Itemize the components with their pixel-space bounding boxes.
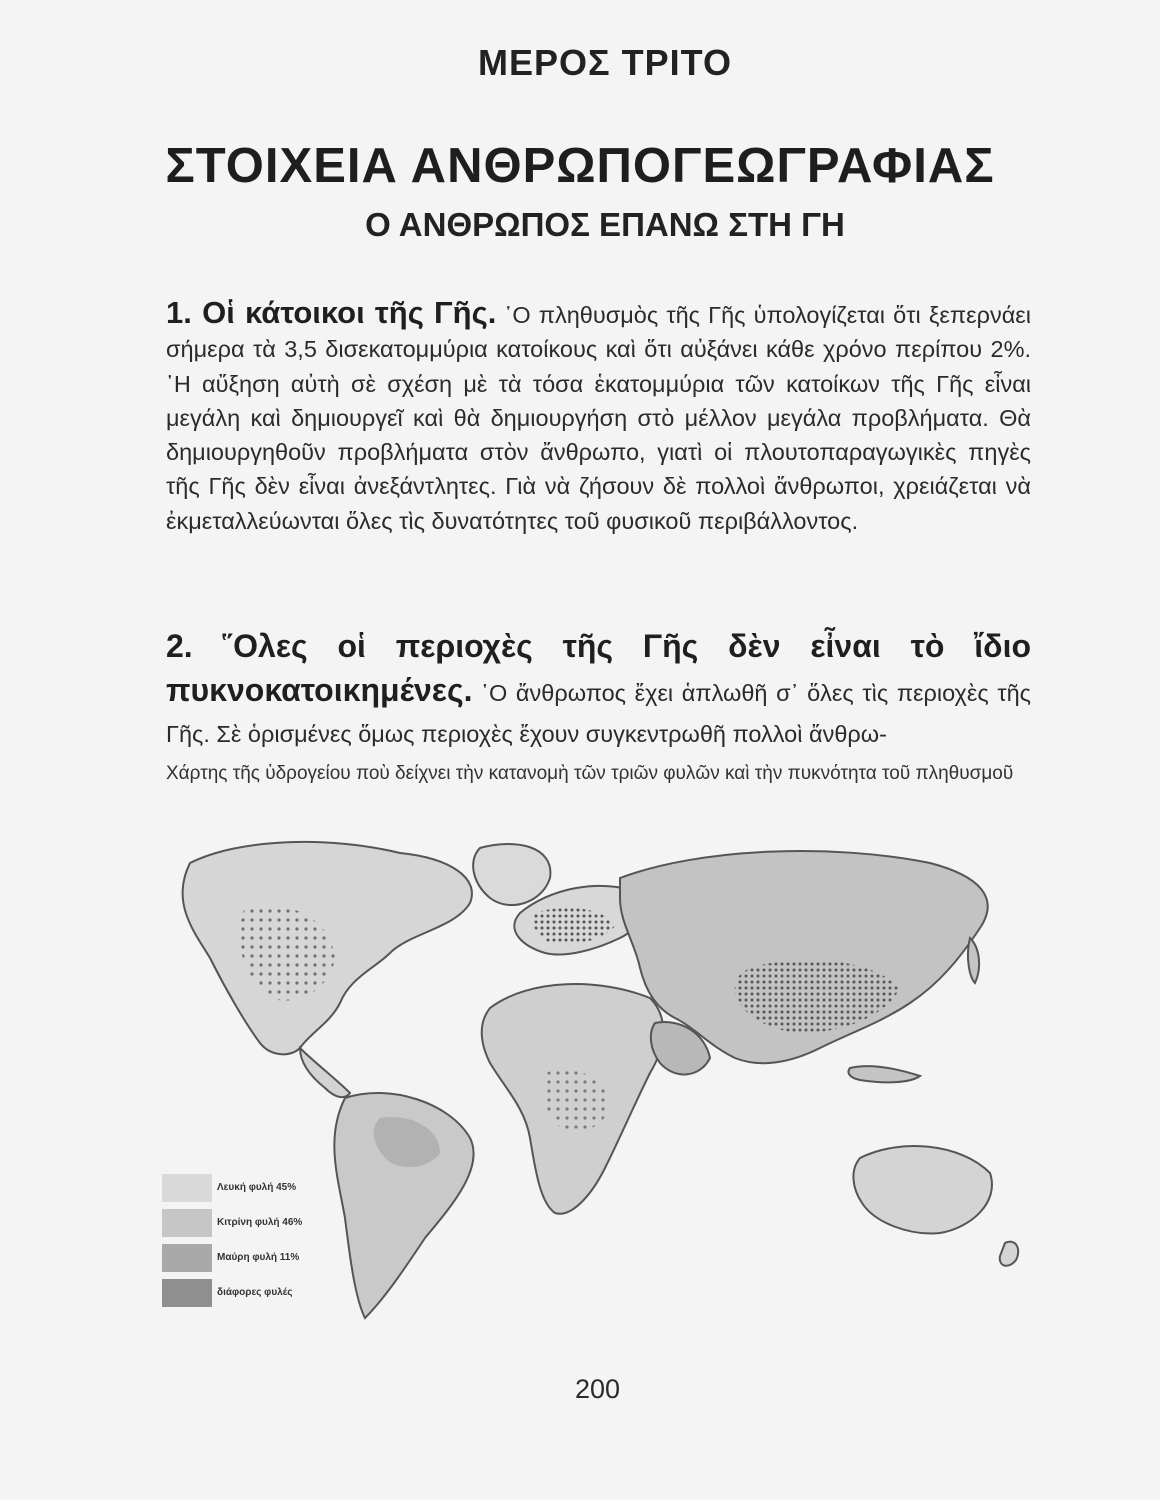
legend-item	[162, 1242, 322, 1277]
central-america-landmass	[300, 1048, 350, 1097]
section-2-body: ῾Ο ἄνθρωπος ἔχει ἁπλωθῆ σ᾽ ὅλες τὶς περιοχὲς τῆς Γῆς. Σὲ ὁρισμένες ὅμως περιοχὲς ἔχουν συγκεντρωθῆ πολλοὶ ἄνθρω-	[166, 680, 1032, 747]
indonesia-islands	[848, 1066, 920, 1082]
section-1-heading: 1. Οἱ κάτοικοι τῆς Γῆς.	[166, 295, 497, 330]
legend-item	[162, 1207, 322, 1242]
legend-item	[162, 1277, 322, 1312]
legend-swatch-mixed	[162, 1279, 212, 1307]
figure-caption: Χάρτης τῆς ὑδρογείου ποὺ δείχνει τὴν κατανομὴ τῶν τριῶν φυλῶν καὶ τὴν πυκνότητα τοῦ πληθυσμοῦ	[166, 763, 1014, 784]
japan-islands	[968, 938, 979, 983]
legend-item	[162, 1172, 322, 1207]
page-subtitle: Ο ΑΝΘΡΩΠΟΣ ΕΠΑΝΩ ΣΤΗ ΓΗ	[365, 206, 845, 243]
page-title: ΣΤΟΙΧΕΙΑ ΑΝΘΡΩΠΟΓΕΩΓΡΑΦΙΑΣ	[165, 139, 995, 193]
legend-label: Κιτρίνη φυλή 46%	[217, 1217, 303, 1228]
part-label: ΜΕΡΟΣ ΤΡΙΤΟ	[478, 42, 732, 83]
new-zealand-islands	[1000, 1242, 1018, 1266]
legend-label: διάφορες φυλές	[217, 1287, 293, 1298]
australia-landmass	[853, 1146, 992, 1233]
section-2	[166, 626, 1031, 755]
legend-label: Μαύρη φυλή 11%	[217, 1252, 300, 1263]
page-number: 200	[574, 1374, 621, 1404]
legend-label: Λευκή φυλή 45%	[217, 1182, 297, 1193]
section-1	[166, 296, 1031, 538]
legend-swatch-white	[162, 1174, 212, 1202]
legend-swatch-black	[162, 1244, 212, 1272]
section-2-heading: 2. ῞Ολες οἱ περιοχὲς τῆς Γῆς δὲν εἶναι τὸ ἴδιο πυκνοκατοικημένες.	[166, 628, 1031, 708]
map-legend	[162, 1172, 322, 1312]
section-1-body: ῾Ο πληθυσμὸς τῆς Γῆς ὑπολογίζεται ὅτι ξεπερνάει σήμερα τὰ 3,5 δισεκατομμύρια κατοίκους καὶ ὅτι αὐξάνει κάθε χρόνο περίπου 2%. ῾Η αὔξηση αὐτὴ σὲ σχέση μὲ τὰ τόσα ἑκατομμύρια τῶν κατοίκων τῆς Γῆς εἶναι μεγάλη καὶ δημιουργεῖ καὶ θὰ δημιουργήση στὸ μέλλον μεγάλα προβλήματα. Θὰ δημιουργηθοῦν προβλήματα στὸν ἄνθρωπο, γιατὶ οἱ πλουτοπαραγωγικὲς πηγὲς τῆς Γῆς δὲν εἶναι ἀνεξάντλητες. Γιὰ νὰ ζήσουν δὲ πολλοὶ ἄνθρωποι, χρειάζεται νὰ ἐκμεταλλεύωνται ὅλες τὶς δυνατότητες τοῦ φυσικοῦ περιβάλλοντος.	[166, 302, 1031, 534]
legend-swatch-yellow	[162, 1209, 212, 1237]
greenland-landmass	[473, 844, 550, 905]
